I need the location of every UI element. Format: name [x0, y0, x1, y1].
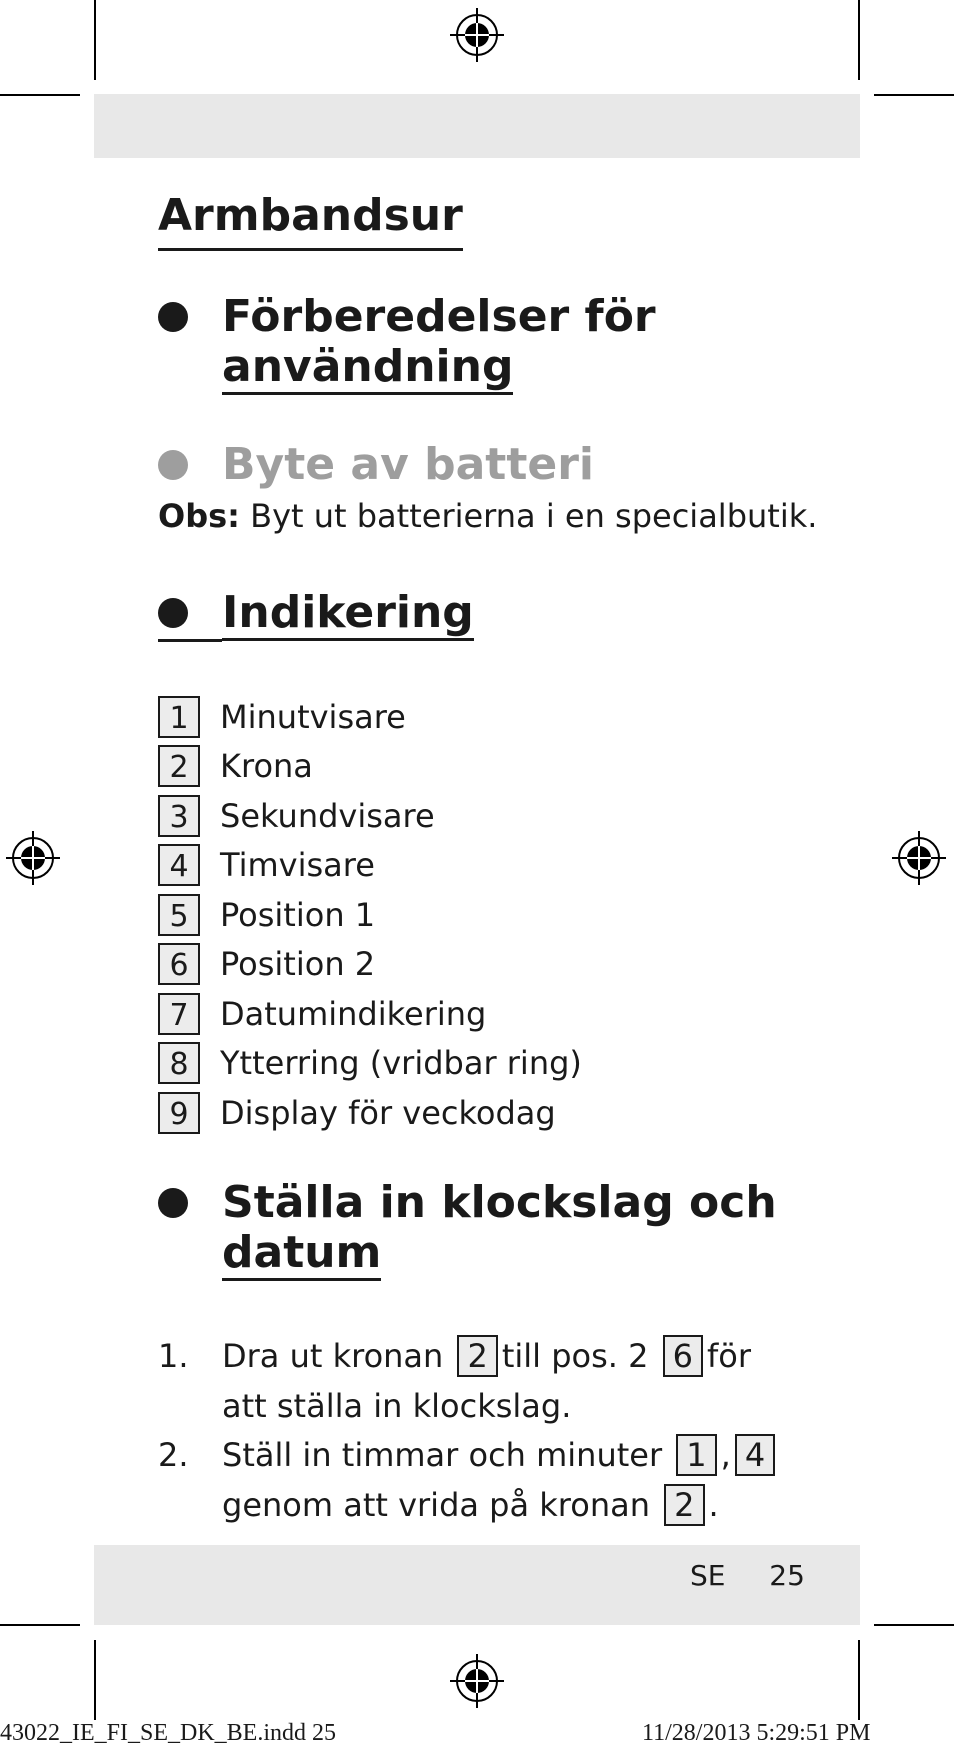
legend-number: 8: [158, 1042, 200, 1084]
section-underline-extension: [158, 639, 222, 642]
section-preparation: [158, 292, 858, 402]
page-title: Armbandsur: [158, 186, 463, 251]
legend-label: Sekundvisare: [220, 796, 435, 835]
step-item: [158, 1332, 862, 1431]
legend-list: [158, 692, 582, 1138]
legend-number: 9: [158, 1092, 200, 1134]
registration-mark-icon: [6, 831, 60, 885]
legend-number: 1: [158, 696, 200, 738]
legend-label: Datumindikering: [220, 994, 487, 1033]
registration-mark-icon: [450, 1654, 504, 1708]
legend-number: 4: [158, 844, 200, 886]
note-label: Obs:: [158, 497, 240, 535]
bullet-icon: [158, 1188, 188, 1218]
legend-label: Krona: [220, 747, 313, 786]
crop-mark: [94, 0, 96, 80]
print-slug-file: 43022_IE_FI_SE_DK_BE.indd 25: [0, 1720, 336, 1746]
legend-item: [158, 1088, 582, 1138]
section-title-line1: Förberedelser för: [222, 291, 656, 342]
legend-label: Minutvisare: [220, 697, 406, 736]
legend-label: Display för veckodag: [220, 1093, 556, 1132]
bullet-icon: [158, 598, 188, 628]
language-code: SE: [690, 1559, 726, 1592]
crop-mark: [858, 1640, 860, 1720]
step-item: [158, 1431, 862, 1530]
note: [158, 494, 817, 538]
section-title: [222, 1178, 777, 1278]
legend-number: 6: [158, 943, 200, 985]
step-end: .: [708, 1485, 719, 1524]
step-text: att ställa in klockslag.: [222, 1386, 572, 1425]
crop-mark: [94, 1640, 96, 1720]
page-number: 25: [769, 1559, 805, 1592]
section-display: [158, 588, 858, 644]
header-band: [94, 94, 860, 158]
legend-item: [158, 1039, 582, 1089]
step-text: för: [707, 1337, 752, 1375]
registration-mark-icon: [892, 831, 946, 885]
legend-label: Ytterring (vridbar ring): [220, 1044, 582, 1083]
legend-label: Position 2: [220, 945, 376, 984]
step-separator: ,: [720, 1436, 731, 1474]
legend-item: [158, 940, 582, 990]
instruction-steps: [158, 1332, 862, 1530]
legend-item: [158, 890, 582, 940]
legend-item: [158, 989, 582, 1039]
bullet-icon: [158, 450, 188, 480]
legend-number: 2: [158, 745, 200, 787]
step-text: Ställ in timmar och minuter: [222, 1436, 663, 1474]
legend-item: [158, 791, 582, 841]
step-number: 1.: [158, 1337, 189, 1375]
print-slug-datetime: 11/28/2013 5:29:51 PM: [642, 1720, 871, 1746]
step-text: Dra ut kronan: [222, 1337, 444, 1375]
step-text: till pos. 2: [501, 1337, 649, 1375]
section-title: [222, 588, 474, 638]
section-title-line2: datum: [222, 1227, 381, 1281]
legend-label: Position 1: [220, 895, 376, 934]
note-text: Byt ut batterierna i en specialbutik.: [250, 497, 818, 535]
legend-item: [158, 692, 582, 742]
legend-item: [158, 742, 582, 792]
legend-number: 5: [158, 894, 200, 936]
step-number: 2.: [158, 1436, 189, 1474]
section-title-text: Indikering: [222, 587, 474, 641]
crop-mark: [858, 0, 860, 80]
section-set-time-date: [158, 1178, 878, 1288]
ref-number: 2: [664, 1484, 704, 1526]
crop-mark: [874, 94, 954, 96]
page-footer: [690, 1556, 805, 1596]
legend-item: [158, 841, 582, 891]
ref-number: 2: [457, 1335, 497, 1377]
bullet-icon: [158, 302, 188, 332]
section-title-line2: användning: [222, 341, 513, 395]
step-text: genom att vrida på kronan: [222, 1485, 650, 1524]
registration-mark-icon: [450, 8, 504, 62]
crop-mark: [874, 1624, 954, 1626]
crop-mark: [0, 1624, 80, 1626]
legend-label: Timvisare: [220, 846, 375, 885]
ref-number: 1: [676, 1434, 716, 1476]
legend-number: 7: [158, 993, 200, 1035]
ref-number: 6: [663, 1335, 703, 1377]
section-title: Byte av batteri: [222, 439, 594, 490]
section-title-line1: Ställa in klockslag och: [222, 1177, 777, 1228]
section-battery: [158, 440, 858, 496]
ref-number: 4: [735, 1434, 775, 1476]
crop-mark: [0, 94, 80, 96]
section-title: [222, 292, 656, 392]
legend-number: 3: [158, 795, 200, 837]
